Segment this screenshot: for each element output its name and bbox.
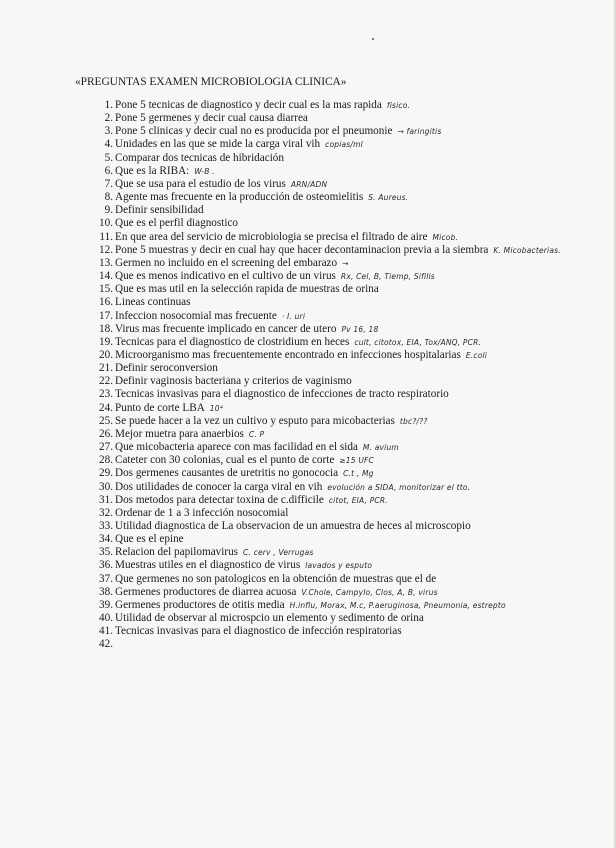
question-item [94,323,594,336]
question-text: Definir seroconversion [115,362,218,375]
question-text: Pone 5 germenes y decir cual causa diarrea [115,112,308,125]
question-number: 41. [99,625,113,638]
question-text: Que es menos indicativo en el cultivo de un virus [115,270,336,283]
question-number: 33. [99,520,113,532]
question-item [94,217,594,230]
handwritten-answer: C. P [248,429,265,439]
handwritten-answer: S. Aureus. [368,193,409,203]
question-item [94,402,594,415]
handwritten-answer: W-B . [194,166,215,176]
question-item [94,270,594,283]
question-text: Que micobacteria aparece con mas facilidad en el sida [115,441,358,454]
handwritten-answer: ARN/ADN [290,179,328,189]
question-number: 12. [99,243,113,256]
question-item [94,138,594,151]
question-text: Que es la RIBA: [115,164,190,177]
question-item [94,191,594,204]
question-number: 37. [99,572,113,585]
question-item [94,283,594,296]
question-item [94,388,594,401]
handwritten-answer: K. Micobacterias. [493,245,561,255]
question-number: 32. [99,506,113,519]
question-number: 11. [99,230,113,243]
question-number: 23. [99,388,113,401]
question-number: 26. [99,427,113,440]
question-number: 25. [99,414,113,427]
handwritten-answer: ≥15 UFC [339,456,374,466]
question-number: 18. [99,322,113,335]
handwritten-answer: Pv 16, 18 [341,324,379,334]
question-text: Utilidad de observar al microspcio un elemento y sedimento de orina [115,612,424,625]
question-text: Tecnicas invasivas para el diagnostico de infección respiratorias [115,625,402,638]
question-text: Mejor muetra para anaerbios [115,427,244,440]
question-text: Dos utilidades de conocer la carga viral en vih [115,480,323,493]
question-number: 21. [99,362,113,375]
question-text: Que es mas util en la selección rapida de muestras de orina [115,283,379,296]
question-item [94,481,594,494]
question-item [94,152,594,165]
question-item [94,112,594,125]
question-number: 9. [104,204,113,217]
question-text: Ordenar de 1 a 3 infección nosocomial [115,506,289,519]
handwritten-answer: E.coli [465,350,488,360]
question-number: 30. [99,480,113,493]
question-number: 35. [99,546,113,559]
question-item [94,165,594,178]
question-item [94,533,594,546]
question-number: 29. [99,467,113,480]
question-number: 28. [99,454,113,467]
question-text: Dos germenes causantes de uretritis no gonococia [115,467,339,480]
question-number: 4. [104,138,113,151]
handwritten-answer: lavados y esputo [305,561,373,571]
question-number: 34. [99,533,113,546]
question-text: Muestras utiles en el diagnostico de virus [115,559,301,572]
question-text: Definir vaginosis bacteriana y criterios de vaginismo [115,375,352,388]
question-text: Pone 5 clinicas y decir cual no es producida por el pneumonie [115,125,393,138]
question-number: 5. [104,151,113,164]
question-text: Que es el epine [115,533,184,546]
question-item [94,559,594,572]
question-item [94,573,594,586]
question-text: Microorganismo mas frecuentemente encontrado en infecciones hospitalarias [115,348,461,361]
question-text: Infeccion nosocomial mas frecuente [115,309,277,322]
question-text: Cateter con 30 colonias, cual es el punto de corte [115,454,335,467]
handwritten-answer: cult, citotox, EIA, Tox/ANQ, PCR. [354,337,482,347]
question-text: Tecnicas invasivas para el diagnostico de infecciones de tracto respiratorio [115,388,449,401]
question-text: Lineas continuas [115,296,191,309]
question-text: Germen no incluido en el screening del embarazo [115,256,338,269]
handwritten-answer: evolución a SIDA, monitorizar el tto. [327,482,471,492]
question-number: 24. [99,401,113,414]
handwritten-answer: V.Chole, Campylo, Clos, A, B, virus [301,587,438,597]
handwritten-answer: · I. uri [281,311,306,321]
question-number: 27. [99,441,113,454]
handwritten-answer: → faringitis [397,127,442,137]
question-item [94,231,594,244]
question-text: Virus mas frecuente implicado en cancer de utero [115,322,337,335]
question-text: Pone 5 tecnicas de diagnostico y decir cual es la mas rapida [115,99,382,111]
question-item [94,362,594,375]
question-text: Unidades en las que se mide la carga viral vih [115,138,321,151]
question-item [94,612,594,625]
question-number: 39. [99,598,113,611]
question-item [94,546,594,559]
question-list [94,99,594,651]
question-item [94,428,594,441]
question-item [94,244,594,257]
question-number: 3. [104,125,113,138]
question-text: Que es el perfil diagnostico [115,217,239,230]
question-number: 7. [104,177,113,190]
handwritten-answer: Micob. [432,232,459,242]
question-item [94,204,594,217]
question-text: En que area del servicio de microbiologia se precisa el filtrado de aire [115,230,428,243]
question-text: Germenes productores de otitis media [115,598,285,611]
question-item [94,454,594,467]
handwritten-answer: C. cerv , Verrugas [243,548,314,558]
handwritten-answer: M. avium [362,443,399,453]
question-number: 17. [99,309,113,322]
question-number: 6. [104,164,113,177]
question-item [94,586,594,599]
question-item [94,375,594,388]
question-item [94,178,594,191]
question-text: Pone 5 muestras y decir en cual hay que hacer decontaminacion previa a la siembra [115,243,489,256]
handwritten-answer: → [342,258,349,268]
question-text: Germenes productores de diarrea acuosa [115,585,297,598]
question-number: 16. [99,296,113,309]
question-item [94,257,594,270]
question-item [94,625,594,638]
question-item [94,441,594,454]
question-text: Dos metodos para detectar toxina de c.difficile [115,493,324,506]
question-number: 31. [99,493,113,506]
question-number: 42. [99,638,113,651]
question-item [94,507,594,520]
question-text: Relacion del papilomavirus [115,546,239,559]
question-number: 15. [99,283,113,296]
question-item [94,494,594,507]
handwritten-answer: Rx, Cel, B, Tiemp, Sifilis [340,272,435,282]
question-number: 36. [99,559,113,572]
question-text: Que germenes no son patologicos en la obtención de muestras que el de [115,572,437,585]
question-number: 8. [104,191,113,204]
question-item [94,296,594,309]
question-item [94,415,594,428]
question-number: 19. [99,335,113,348]
handwritten-answer: copias/ml [325,140,363,150]
question-number: 10. [99,217,113,230]
question-text: Que se usa para el estudio de los virus [115,177,286,190]
question-number: 40. [99,612,113,625]
question-text: Definir sensibilidad [115,204,204,217]
handwritten-answer: C.t , Mg [343,469,374,479]
question-item [94,349,594,362]
question-item [94,125,594,138]
question-number: 13. [99,256,113,269]
question-text: Punto de corte LBA [115,401,205,414]
question-text: Se puede hacer a la vez un cultivo y esputo para micobacterias [115,414,395,427]
question-number: 20. [99,348,113,361]
handwritten-answer: tbc?/?? [399,416,428,426]
handwritten-answer: H.influ, Morax, M.c, P.aeruginosa, Pneumonia, estrepto [289,600,506,610]
question-item [94,599,594,612]
question-item [94,310,594,323]
handwritten-answer: citot, EIA, PCR. [328,495,388,505]
handwritten-answer: fisico. [386,101,411,110]
document-title: «PREGUNTAS EXAMEN MICROBIOLOGIA CLINICA» [75,76,347,88]
question-number: 1. [104,99,113,111]
scan-speck [372,38,374,40]
question-text: Agente mas frecuente en la producción de osteomielitis [115,191,364,204]
question-item [94,336,594,349]
question-number: 22. [99,375,113,388]
question-text: Comparar dos tecnicas de hibridación [115,151,284,164]
question-text: Utilidad diagnostica de La observacion de un amuestra de heces al microscopio [115,520,471,532]
question-item [94,99,594,112]
question-text: Tecnicas para el diagnostico de clostridium en heces [115,335,350,348]
question-item [94,467,594,480]
question-number: 38. [99,585,113,598]
question-item [94,520,594,533]
question-number: 2. [104,112,113,125]
question-number: 14. [99,270,113,283]
handwritten-answer: 10⁴ [209,403,223,413]
